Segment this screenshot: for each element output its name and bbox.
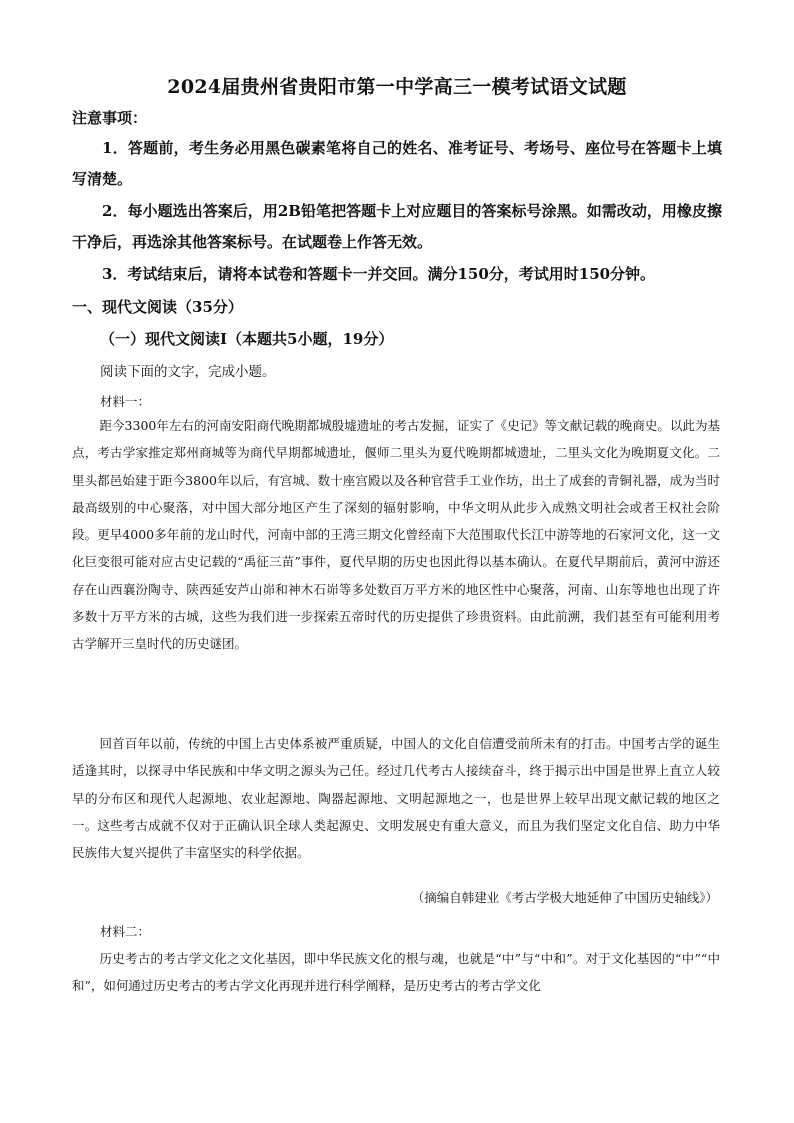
notice-item-3: 3．考试结束后，请将本试卷和答题卡一并交回。满分150分，考试用时150分钟。 <box>102 265 656 283</box>
material-1-source: （摘编自韩建业《考古学极大地延伸了中国历史轴线》） <box>411 890 718 905</box>
document-title: 2024届贵州省贵阳市第一中学高三一模考试语文试题 <box>167 76 627 98</box>
notice-item-1: 1．答题前，考生务必用黑色碳素笔将自己的姓名、准考证号、考场号、座位号在答题卡上填写清楚。 <box>72 139 722 188</box>
reading-instruction: 阅读下面的文字，完成小题。 <box>100 364 276 380</box>
material-2-label: 材料二： <box>100 924 151 939</box>
material-2-paragraph-1: 历史考古的考古学文化之文化基因，即中华民族文化的根与魂，也就是“中”与“中和”。对于文化基因的“中”“中和”，如何通过历史考古的考古学文化再现并进行科学阐释，是历史考古的考古学文化 <box>72 951 720 994</box>
material-1-paragraph-1: 距今3300年左右的河南安阳商代晚期都城殷墟遗址的考古发掘，证实了《史记》等文献记载的晚商史。以此为基点，考古学家推定郑州商城等为商代早期都城遗址，偃师二里头为夏代晚期都城遗址，二里头文化为晚期夏文化。二里头都邑始建于距今3800年以后，有宫城、数十座宫殿以及各种官营手工业作坊，出土了成套的青铜礼器，成为当时最高级别的中心聚落，对中国大部分地区产生了深刻的辐射影响，中华文明从此步入成熟文明社会或者王权社会阶段。更早4000多年前的龙山时代，河南中部的王湾三期文化曾经南下大范围取代长江中游等地的石家河文化，这一文化巨变很可能对应古史记载的“禹征三苗”事件，夏代早期的历史也因此得以基本确认。在夏代早期前后，黄河中游还存在山西襄汾陶寺、陕西延安芦山峁和神木石峁等多处数百万平方米的地区性中心聚落，河南、山东等地也出现了许多数十万平方米的古城，这些为我们进一步探索五帝时代的历史提供了珍贵资料。由此前溯，我们甚至有可能利用考古学解开三皇时代的历史谜团。 <box>72 418 720 652</box>
material-1-label: 材料一： <box>100 394 151 409</box>
section-heading: 一、现代文阅读（35分） <box>72 298 243 316</box>
notice-item-2: 2．每小题选出答案后，用2B铅笔把答题卡上对应题目的答案标号涂黑。如需改动，用橡皮擦干净后，再选涂其他答案标号。在试题卷上作答无效。 <box>72 202 722 251</box>
material-1-paragraph-2: 回首百年以前，传统的中国上古史体系被严重质疑，中国人的文化自信遭受前所未有的打击。中国考古学的诞生适逢其时，以探寻中华民族和中华文明之源头为己任。经过几代考古人接续奋斗，终于揭示出中国是世界上直立人较早的分布区和现代人起源地、农业起源地、陶器起源地、文明起源地之一，也是世界上较早出现文献记载的地区之一。这些考古成就不仅对于正确认识全球人类起源史、文明发展史有重大意义，而且为我们坚定文化自信、助力中华民族伟大复兴提供了丰富坚实的科学依据。 <box>72 736 720 861</box>
notice-heading: 注意事项： <box>72 109 148 127</box>
subsection-heading: （一）现代文阅读Ⅰ（本题共5小题，19分） <box>100 330 394 348</box>
